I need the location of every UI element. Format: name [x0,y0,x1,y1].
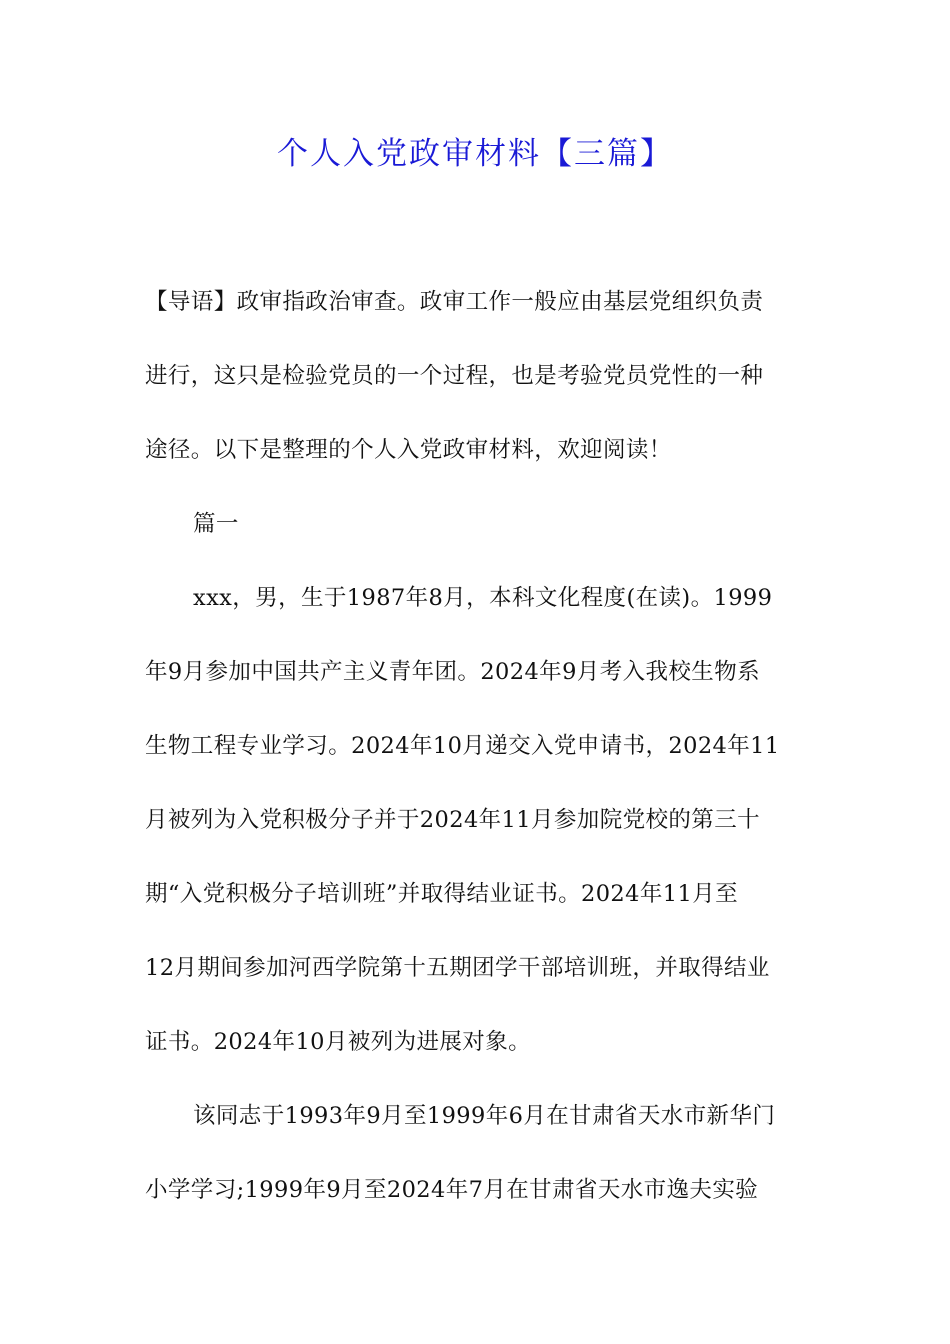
paragraph-line: 小学学习;1999年9月至2024年7月在甘肃省天水市逸夫实验 [145,1177,759,1203]
paragraph-line: 途径。以下是整理的个人入党政审材料，欢迎阅读！ [145,437,672,463]
document-title: 个人入党政审材料【三篇】 [277,136,673,172]
paragraph-line: 生物工程专业学习。2024年10月递交入党申请书，2024年11 [145,733,780,759]
section-heading: 篇一 [193,511,239,537]
paragraph-line: 该同志于1993年9月至1999年6月在甘肃省天水市新华门 [193,1103,776,1129]
paragraph-line: 12月期间参加河西学院第十五期团学干部培训班，并取得结业 [145,955,770,981]
paragraph-line: 【导语】政审指政治审查。政审工作一般应由基层党组织负责 [145,289,764,315]
paragraph-line: 进行，这只是检验党员的一个过程，也是考验党员党性的一种 [145,363,764,389]
paragraph-line: 月被列为入党积极分子并于2024年11月参加院党校的第三十 [145,807,760,833]
paragraph-line: 期“入党积极分子培训班”并取得结业证书。2024年11月至 [145,881,738,907]
paragraph-line: 年9月参加中国共产主义青年团。2024年9月考入我校生物系 [145,659,760,685]
paragraph-line: xxx，男，生于1987年8月，本科文化程度(在读)。1999 [193,585,773,611]
paragraph-line: 证书。2024年10月被列为进展对象。 [145,1029,531,1055]
